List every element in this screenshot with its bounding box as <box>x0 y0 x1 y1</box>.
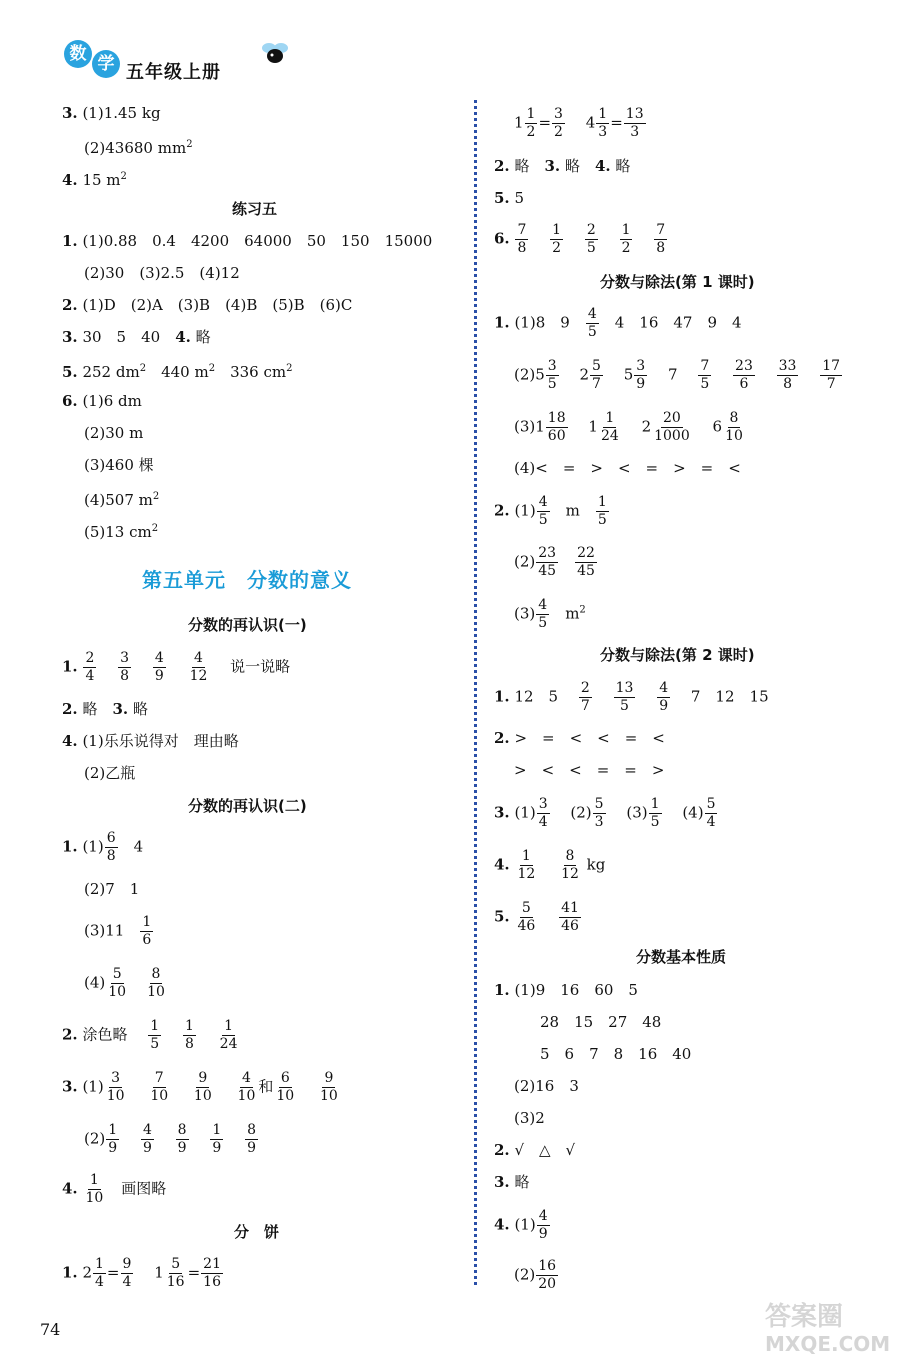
answer-line: 4. $\frac{1}{10}$ 画图略 <box>62 1172 167 1206</box>
answer-line: 4. (1)乐乐说得对 理由略 <box>62 732 239 750</box>
answer-line: (2) $\frac{16}{20}$ <box>514 1258 557 1292</box>
grade-title: 五年级上册 <box>126 62 221 83</box>
answer-line: 5. 5 <box>494 189 524 207</box>
answer-line: (2)43680 $mm^2$ <box>84 139 193 157</box>
unit-title: 第五单元 分数的意义 <box>142 568 352 592</box>
answer-line: (3)11 $\frac{1}{6}$ <box>84 914 152 948</box>
page-number: 74 <box>40 1320 61 1339</box>
svg-text:答案圈: 答案圈 <box>765 1302 844 1332</box>
answer-line: 1. 12 5 $\frac{2}{7}$ $\frac{13}{5}$ $\frac{4}{9}$ 7 12 15 <box>494 680 769 714</box>
answer-line: 1. (1)9 16 60 5 <box>494 981 638 999</box>
answer-line: 3. 略 <box>494 1173 530 1191</box>
answer-line: (2) $\frac{1}{9}$ $\frac{4}{9}$ $\frac{8}{9}$ $\frac{1}{9}$ $\frac{8}{9}$ <box>84 1122 256 1156</box>
answer-line: (3) $\frac{4}{5}$ $m^2$ <box>514 597 586 631</box>
answer-line: 5. $\frac{5}{46}$ $\frac{41}{46}$ <box>494 900 579 934</box>
answer-line: (3)460 棵 <box>84 456 154 474</box>
answer-line: (2)5 $\frac{3}{5}$ 2 $\frac{5}{7}$ 5 $\frac{3}{9}$ 7 $\frac{7}{5}$ $\frac{23}{6}$ $\frac{33}{8}$ $\frac{17}{7}$ <box>514 358 841 392</box>
answer-line: 28 15 27 48 <box>540 1013 662 1031</box>
answer-line: 1. (1)0.88 0.4 4200 64000 50 150 15000 <box>62 232 433 250</box>
answer-line: (3)2 <box>514 1109 545 1127</box>
answer-line: 5 6 7 8 16 40 <box>540 1045 692 1063</box>
subject-badge-2: 学 <box>92 50 120 78</box>
answer-line: 6. (1)6 dm <box>62 392 142 410</box>
section-heading: 分数的再认识(二) <box>188 797 307 815</box>
section-heading: 练习五 <box>232 200 278 218</box>
answer-line: 3. (1) $\frac{3}{4}$ (2) $\frac{5}{3}$ (3) $\frac{1}{5}$ (4) $\frac{5}{4}$ <box>494 796 716 830</box>
answer-line: 4. $\frac{1}{12}$ $\frac{8}{12}$ kg <box>494 848 606 882</box>
answer-line: 4. 15 $m^2$ <box>62 171 127 189</box>
answer-line: 2. 涂色略 $\frac{1}{5}$ $\frac{1}{8}$ $\frac{1}{24}$ <box>62 1018 238 1052</box>
answer-line: (2)7 1 <box>84 880 140 898</box>
answer-line: > < < = = > <box>514 761 665 779</box>
answer-line: (5)13 $cm^2$ <box>84 523 159 541</box>
page-header <box>60 34 310 84</box>
bee-icon <box>260 40 290 66</box>
answer-line: 2. (1) $\frac{4}{5}$ m $\frac{1}{5}$ <box>494 494 607 528</box>
answer-line: (2)16 3 <box>514 1077 579 1095</box>
answer-line: 3. (1) $\frac{3}{10}$ $\frac{7}{10}$ $\frac{9}{10}$ $\frac{4}{10}$ 和 $\frac{6}{10}$ $\frac{9}{10}$ <box>62 1070 338 1104</box>
answer-line: 3. (1)1.45 kg <box>62 104 161 122</box>
answer-line: 5. 252 $dm^2$ 440 $m^2$ 336 $cm^2$ <box>62 363 293 381</box>
answer-line: 1. (1) $\frac{6}{8}$ 4 <box>62 830 144 864</box>
answer-line: 2. (1)D (2)A (3)B (4)B (5)B (6)C <box>62 296 353 314</box>
column-divider <box>474 100 477 1285</box>
answer-line: 2. > = < < = < <box>494 729 665 747</box>
answer-line: (4)< = > < = > = < <box>514 459 741 477</box>
answer-line: 3. 30 5 40 4. 略 <box>62 328 211 346</box>
answer-line: (2) $\frac{23}{45}$ $\frac{22}{45}$ <box>514 545 595 579</box>
answer-line: (2)30 (3)2.5 (4)12 <box>84 264 240 282</box>
watermark-logo <box>760 1295 910 1355</box>
answer-line: 4. (1) $\frac{4}{9}$ <box>494 1208 548 1242</box>
answer-line: (2)30 m <box>84 424 144 442</box>
answer-line: (3)1 $\frac{18}{60}$ 1 $\frac{1}{24}$ 2 $\frac{20}{1000}$ 6 $\frac{8}{10}$ <box>514 410 743 444</box>
subject-badge-1: 数 <box>64 40 92 68</box>
answer-line: 6. $\frac{7}{8}$ $\frac{1}{2}$ $\frac{2}{5}$ $\frac{1}{2}$ $\frac{7}{8}$ <box>494 222 666 256</box>
section-heading: 分 饼 <box>234 1223 280 1241</box>
answer-line: 1. (1)8 9 $\frac{4}{5}$ 4 16 47 9 4 <box>494 306 742 340</box>
answer-line: 1 $\frac{1}{2}$ = $\frac{3}{2}$ 4 $\frac{1}{3}$ = $\frac{13}{3}$ <box>514 106 644 140</box>
svg-text:MXQE.COM: MXQE.COM <box>765 1332 891 1355</box>
answer-line: 2. 略 3. 略 <box>62 700 148 718</box>
answer-line: (4)507 $m^2$ <box>84 491 160 509</box>
section-heading: 分数与除法(第 1 课时) <box>600 273 755 291</box>
answer-line: 2. 略 3. 略 4. 略 <box>494 157 631 175</box>
answer-line: 1. 2 $\frac{1}{4}$ = $\frac{9}{4}$ 1 $\frac{5}{16}$ = $\frac{21}{16}$ <box>62 1256 221 1290</box>
answer-line: 2. √ △ √ <box>494 1141 576 1159</box>
answer-line: (4) $\frac{5}{10}$ $\frac{8}{10}$ <box>84 966 165 1000</box>
section-heading: 分数的再认识(一) <box>188 616 307 634</box>
section-heading: 分数与除法(第 2 课时) <box>600 646 755 664</box>
section-heading: 分数基本性质 <box>636 948 727 966</box>
answer-line: (2)乙瓶 <box>84 764 136 782</box>
answer-line: 1. $\frac{2}{4}$ $\frac{3}{8}$ $\frac{4}{9}$ $\frac{4}{12}$ 说一说略 <box>62 650 291 684</box>
